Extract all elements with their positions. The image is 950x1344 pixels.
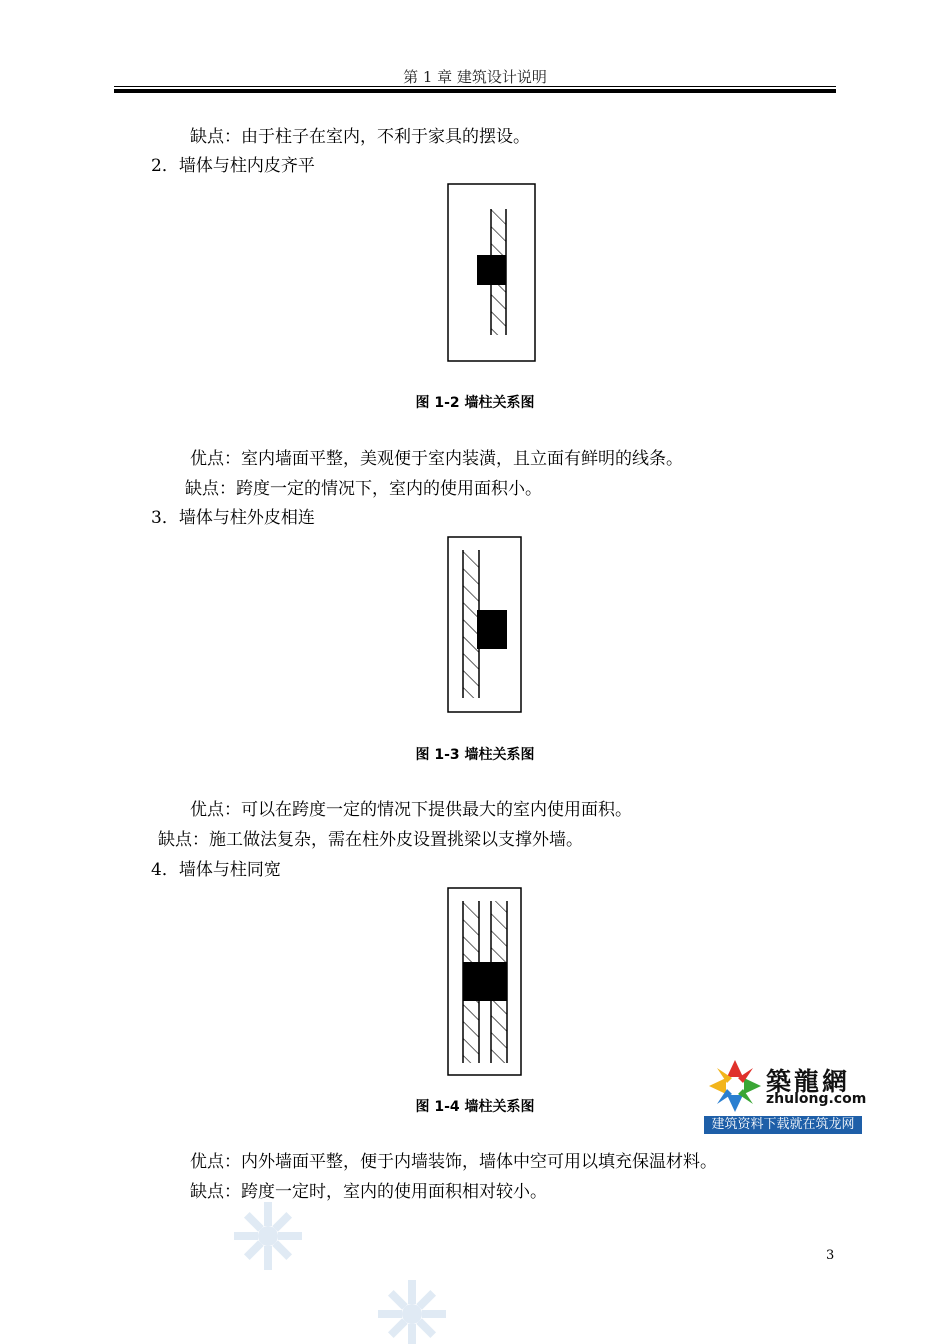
petal-right [744, 1078, 761, 1094]
logo-domain: zhulong.com [766, 1091, 867, 1107]
section4-advantage: 优点：内外墙面平整，便于内墙装饰，墙体中空可用以填充保温材料。 [190, 1152, 717, 1172]
section1-disadvantage: 缺点：由于柱子在室内，不利于家具的摆设。 [190, 127, 530, 147]
column-block [477, 255, 506, 285]
figure-1-4-diagram [447, 887, 523, 1077]
section3-advantage: 优点：可以在跨度一定的情况下提供最大的室内使用面积。 [190, 800, 632, 820]
column-block [477, 610, 507, 649]
section3-heading: 3．墙体与柱外皮相连 [151, 508, 315, 528]
section2-advantage: 优点：室内墙面平整，美观便于室内装潢，且立面有鲜明的线条。 [190, 449, 683, 469]
watermark-snowflake-icon [376, 1278, 448, 1344]
watermark-snowflake-icon [232, 1200, 304, 1272]
header-rule-thin [114, 86, 836, 87]
section4-heading: 4．墙体与柱同宽 [151, 860, 281, 880]
section3-disadvantage: 缺点：施工做法复杂，需在柱外皮设置挑梁以支撑外墙。 [158, 830, 583, 850]
logo-name: 築龍網 [766, 1067, 851, 1096]
section2-heading: 2．墙体与柱内皮齐平 [151, 156, 315, 176]
figure-1-4-caption: 图 1-4 墙柱关系图 [415, 1099, 535, 1115]
column-block [463, 962, 507, 1001]
page-number: 3 [826, 1248, 835, 1263]
section4-disadvantage: 缺点：跨度一定时，室内的使用面积相对较小。 [190, 1182, 547, 1202]
figure-1-2-diagram [447, 183, 537, 363]
logo-slogan-bar: 建筑资料下载就在筑龙网 [704, 1116, 862, 1134]
petal-top [727, 1060, 743, 1077]
page-header-title: 第 1 章 建筑设计说明 [403, 68, 547, 86]
figure-1-3-caption: 图 1-3 墙柱关系图 [415, 747, 535, 763]
header-rule-thick [114, 89, 836, 93]
figure-1-2-caption: 图 1-2 墙柱关系图 [415, 395, 535, 411]
section2-disadvantage: 缺点：跨度一定的情况下，室内的使用面积小。 [185, 479, 542, 499]
figure-1-3-diagram [447, 536, 523, 714]
wall-hatch [463, 550, 479, 698]
petal-left [709, 1078, 726, 1094]
